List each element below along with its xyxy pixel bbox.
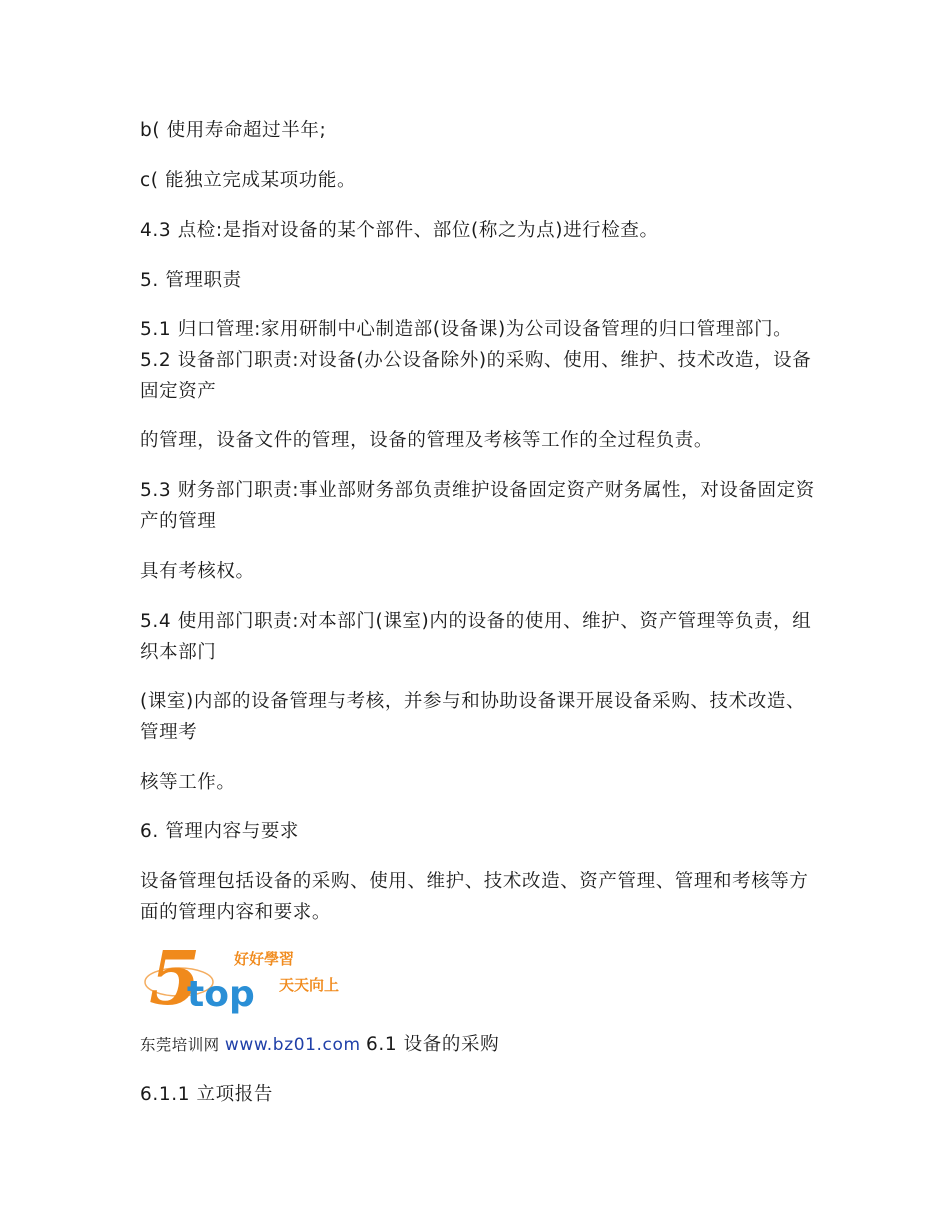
- paragraph-b: b( 使用寿命超过半年;: [140, 120, 327, 141]
- paragraph-4-3: 4.3 点检:是指对设备的某个部件、部位(称之为点)进行检查。: [140, 220, 659, 241]
- caption-prefix: 东莞培训网: [140, 1036, 220, 1054]
- logo-slogan-line1: 好好學習: [234, 950, 295, 968]
- paragraph-6-intro: 设备管理包括设备的采购、使用、维护、技术改造、资产管理、管理和考核等方面的管理内容和要求。: [140, 871, 809, 923]
- logo-slogan-line2: 天天向上: [279, 976, 340, 994]
- logo-word: top: [187, 974, 255, 1014]
- section-heading-5: 5. 管理职责: [140, 270, 242, 291]
- site-link[interactable]: www.bz01.com: [224, 1035, 361, 1055]
- paragraph-c: c( 能独立完成某项功能。: [140, 170, 357, 191]
- section-heading-6-1: 6.1 设备的采购: [365, 1034, 500, 1055]
- paragraph-5-4-end: 核等工作。: [140, 772, 236, 793]
- paragraph-5-2-continued: 的管理，设备文件的管理，设备的管理及考核等工作的全过程负责。: [140, 430, 714, 451]
- paragraph-5-3: 5.3 财务部门职责:事业部财务部负责维护设备固定资产财务属性，对设备固定资产的管理: [140, 480, 815, 532]
- paragraph-5-4-continued: (课室)内部的设备管理与考核，并参与和协助设备课开展设备采购、技术改造、管理考: [140, 691, 806, 743]
- logo-numeral: 5: [149, 938, 201, 1014]
- 5top-logo: [139, 938, 351, 1014]
- paragraph-5-1: 5.1 归口管理:家用研制中心制造部(设备课)为公司设备管理的归口管理部门。 5.2 设备部门职责:对设备(办公设备除外)的采购、使用、维护、技术改造，设备固定资产: [140, 319, 812, 402]
- section-heading-6: 6. 管理内容与要求: [140, 821, 300, 842]
- subsection-heading-6-1-1: 6.1.1 立项报告: [140, 1084, 273, 1105]
- logo-caption: [140, 1031, 820, 1059]
- paragraph-5-3-continued: 具有考核权。: [140, 561, 255, 582]
- paragraph-5-4: 5.4 使用部门职责:对本部门(课室)内的设备的使用、维护、资产管理等负责，组织本部门: [140, 611, 812, 663]
